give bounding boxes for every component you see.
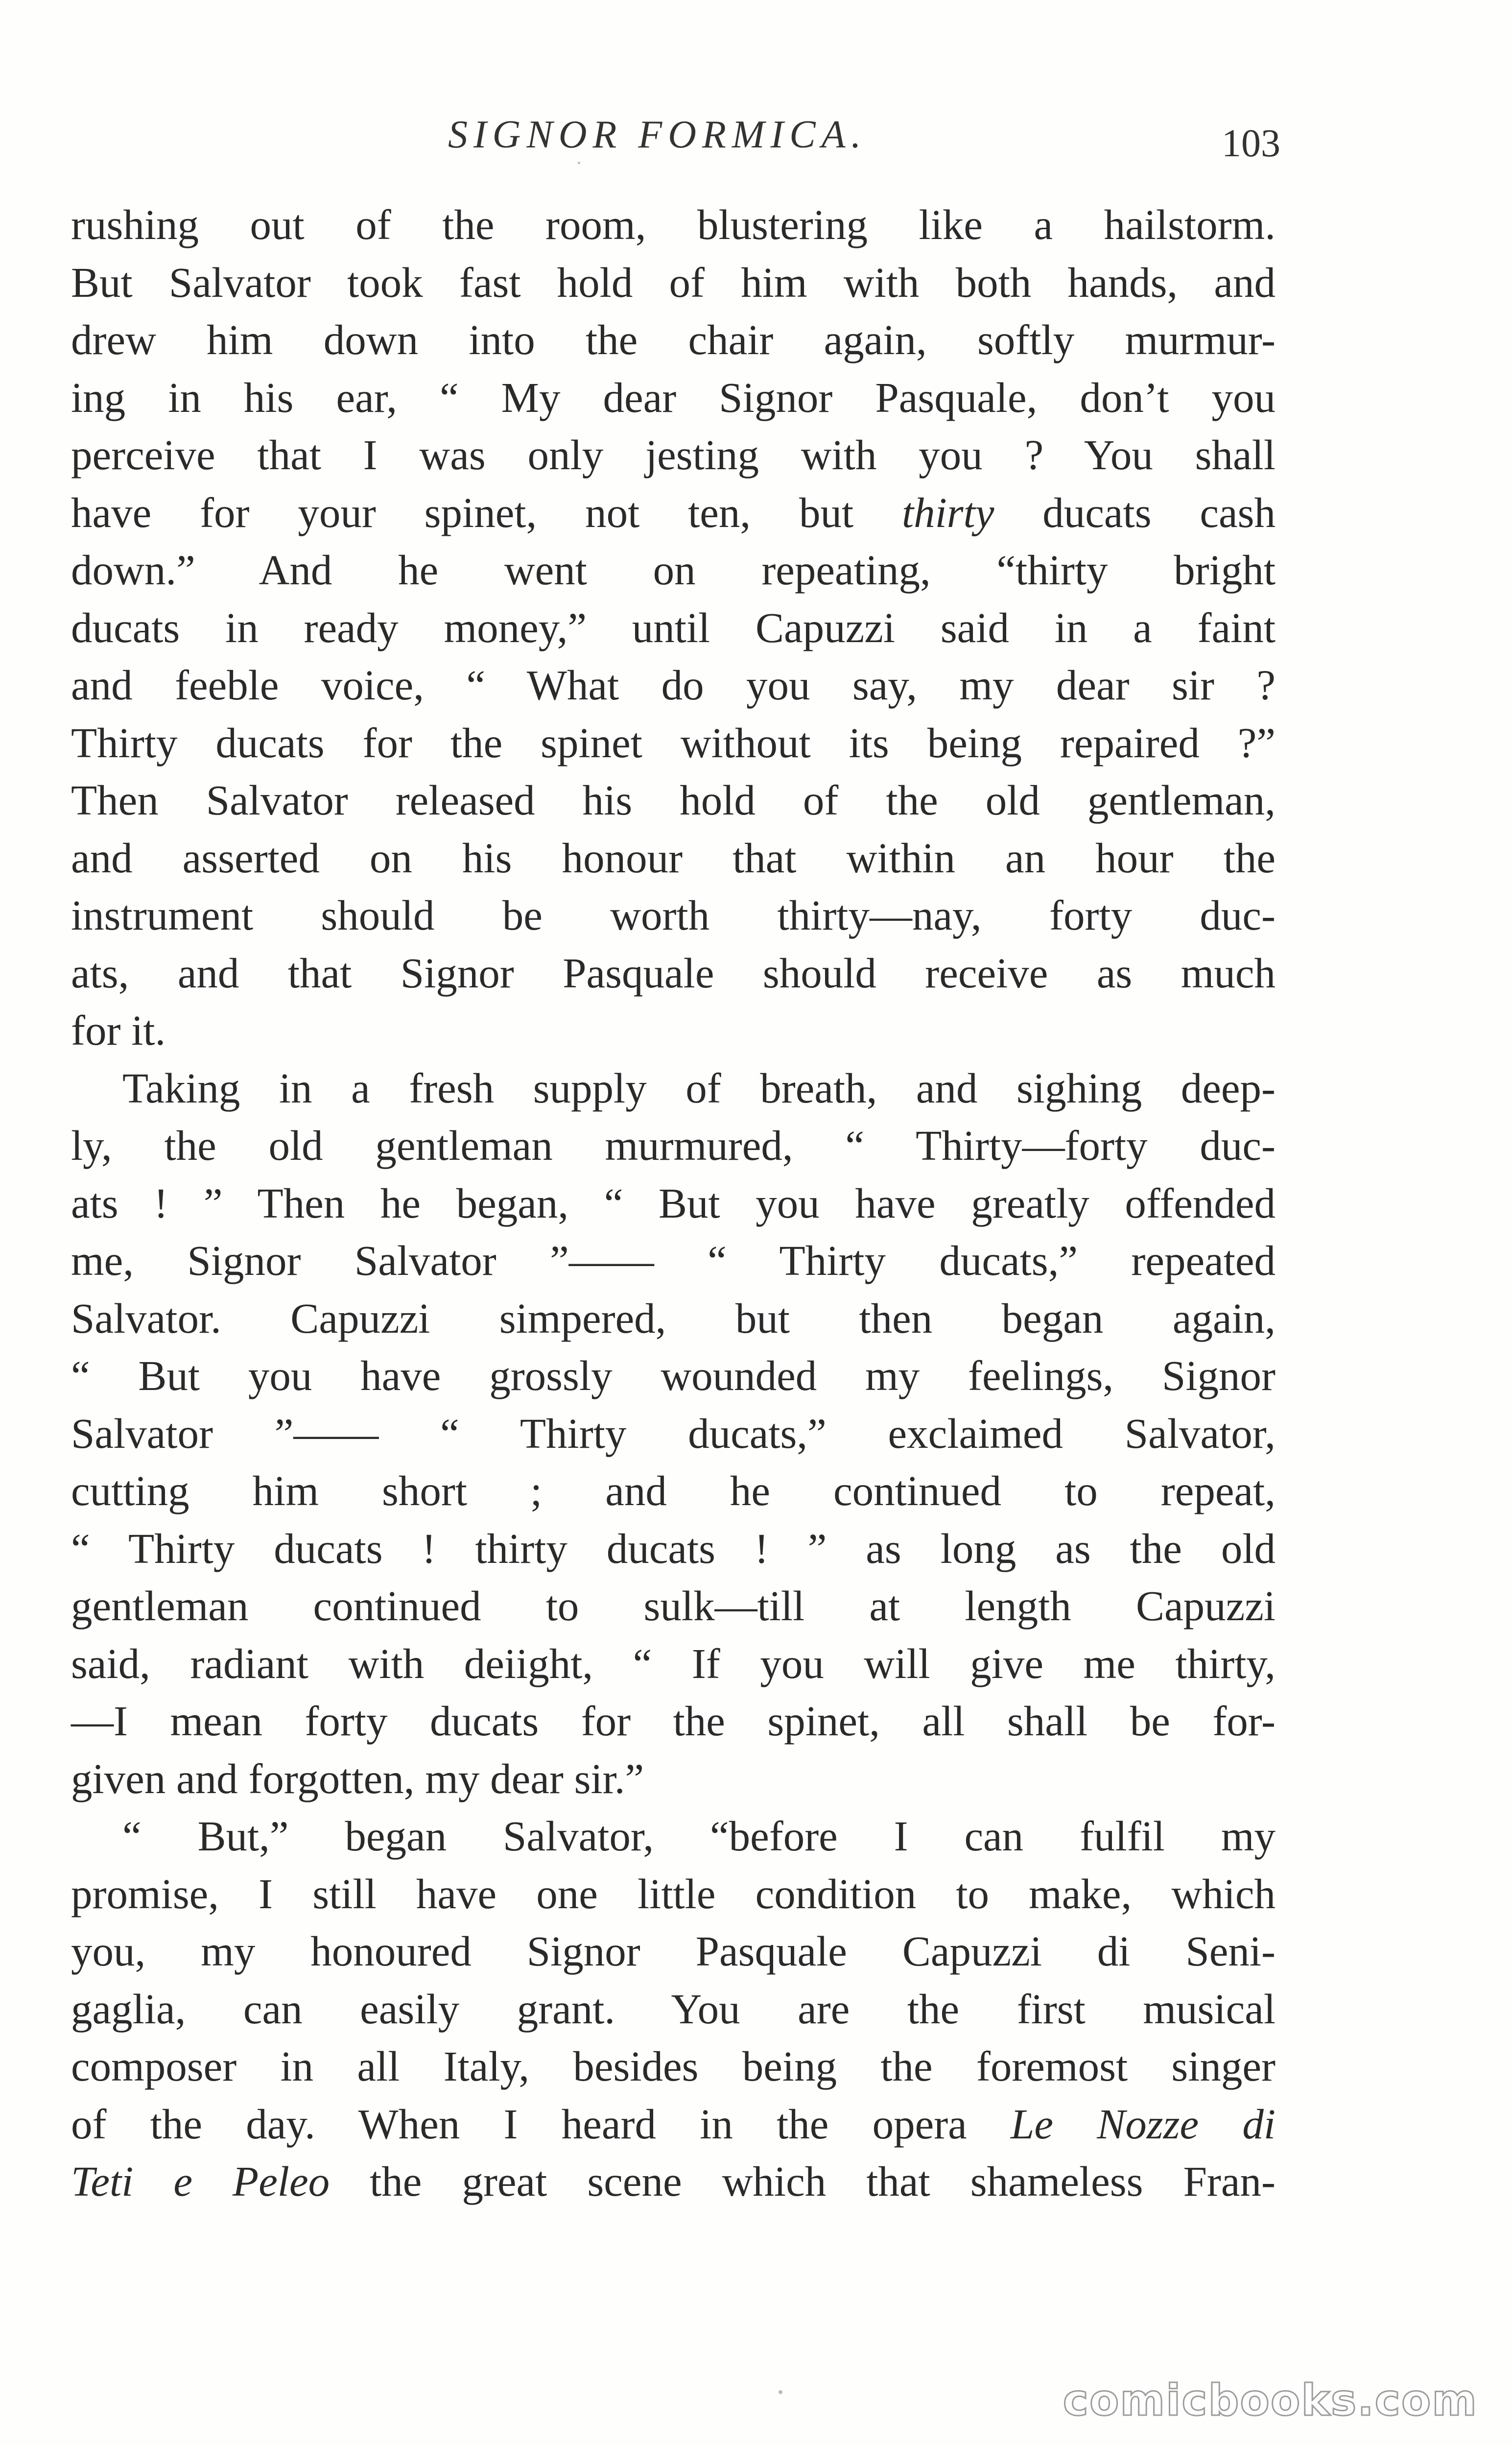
text-line: have for your spinet, not ten, but thirty ducats cash bbox=[71, 488, 1276, 536]
text-line: Salvator. Capuzzi simpered, but then began again, bbox=[71, 1294, 1276, 1342]
text-line: promise, I still have one little condition to make, which bbox=[71, 1870, 1276, 1918]
text-line: me, Signor Salvator ”—— “ Thirty ducats,” repeated bbox=[71, 1237, 1276, 1284]
text-line: down.” And he went on repeating, “thirty bright bbox=[71, 546, 1276, 594]
text-line: for it. bbox=[71, 1007, 166, 1054]
text-line: Salvator ”—— “ Thirty ducats,” exclaimed Salvator, bbox=[71, 1409, 1276, 1457]
text-line: ats ! ” Then he began, “ But you have greatly offended bbox=[71, 1179, 1276, 1227]
text-line: gaglia, can easily grant. You are the first musical bbox=[71, 1985, 1276, 2033]
watermark-logo: comicbooks.com bbox=[1063, 2375, 1478, 2425]
text-line: of the day. When I heard in the opera Le Nozze di bbox=[71, 2100, 1276, 2148]
running-head: SIGNOR FORMICA. bbox=[448, 113, 867, 156]
text-line: and asserted on his honour that within an hour the bbox=[71, 834, 1276, 882]
text-line: perceive that I was only jesting with you ? You shall bbox=[71, 431, 1276, 479]
text-line: ing in his ear, “ My dear Signor Pasquale, don’t you bbox=[71, 373, 1276, 421]
text-line: instrument should be worth thirty—nay, forty duc- bbox=[71, 891, 1276, 939]
text-line: ly, the old gentleman murmured, “ Thirty—forty duc- bbox=[71, 1122, 1276, 1169]
text-line: “ But you have grossly wounded my feelings, Signor bbox=[71, 1352, 1276, 1399]
text-line: “ Thirty ducats ! thirty ducats ! ” as long as the old bbox=[71, 1524, 1276, 1572]
text-line: composer in all Italy, besides being the foremost singer bbox=[71, 2042, 1276, 2090]
text-line: Then Salvator released his hold of the old gentleman, bbox=[71, 776, 1276, 824]
text-line: rushing out of the room, blustering like a hailstorm. bbox=[71, 201, 1276, 248]
paper-speck bbox=[578, 162, 580, 164]
text-line: said, radiant with deiight, “ If you will give me thirty, bbox=[71, 1639, 1276, 1687]
page-header bbox=[71, 98, 1280, 167]
page-number: 103 bbox=[1222, 122, 1280, 165]
text-line: Taking in a fresh supply of breath, and sighing deep- bbox=[122, 1064, 1276, 1112]
body-text bbox=[71, 196, 1276, 2210]
text-line: “ But,” began Salvator, “before I can fulfil my bbox=[122, 1812, 1276, 1860]
text-line: Teti e Peleo the great scene which that shameless Fran- bbox=[71, 2157, 1276, 2205]
paper-speck bbox=[779, 2390, 782, 2394]
text-line: given and forgotten, my dear sir.” bbox=[71, 1754, 644, 1802]
text-line: cutting him short ; and he continued to repeat, bbox=[71, 1467, 1276, 1514]
text-line: you, my honoured Signor Pasquale Capuzzi di Seni- bbox=[71, 1927, 1276, 1975]
text-line: and feeble voice, “ What do you say, my dear sir ? bbox=[71, 661, 1276, 709]
text-line: ats, and that Signor Pasquale should receive as much bbox=[71, 949, 1276, 997]
text-line: ducats in ready money,” until Capuzzi said in a faint bbox=[71, 603, 1276, 651]
text-line: —I mean forty ducats for the spinet, all shall be for- bbox=[71, 1697, 1276, 1745]
text-line: drew him down into the chair again, softly murmur- bbox=[71, 316, 1276, 363]
text-line: But Salvator took fast hold of him with both hands, and bbox=[71, 258, 1276, 306]
text-line: gentleman continued to sulk—till at length Capuzzi bbox=[71, 1582, 1276, 1630]
text-line: Thirty ducats for the spinet without its being repaired ?” bbox=[71, 719, 1276, 767]
